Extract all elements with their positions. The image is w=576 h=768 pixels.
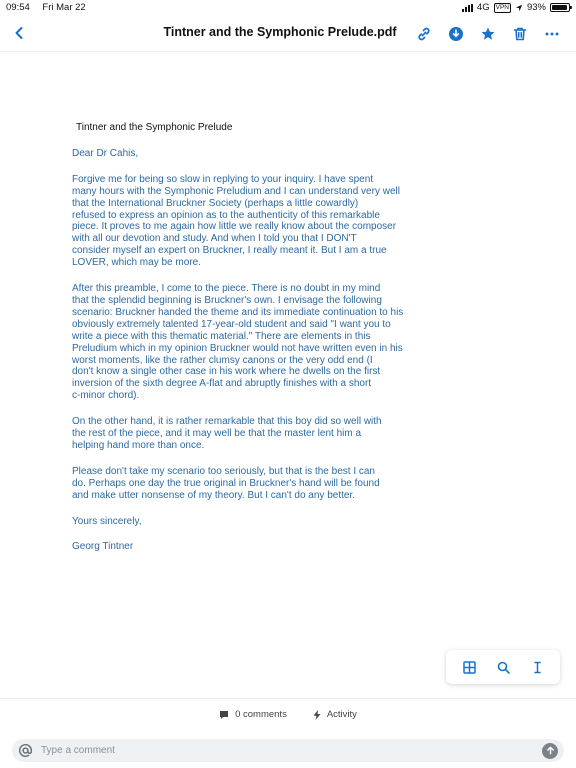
- nav-bar: [0, 16, 576, 52]
- grid-icon: [463, 661, 476, 674]
- vpn-badge: VPN: [495, 3, 509, 11]
- text-cursor-icon: [531, 661, 544, 674]
- status-bar: [0, 0, 576, 16]
- letter-paragraph: Forgive me for being so slow in replying to your inquiry. I have spent many hours with the Symphonic Preludium and I can understand very well that the International Bruckner Society (perhaps a little cowardly) refused to express an opinion as to the authenticity of this remarkable piece. It proves to me again how little we really know about the composer with all our devotion and study. And when I told you that I DON'T consider myself an expert on Bruckner, I really meant it. But I am a true LOVER, which may be more.: [72, 173, 400, 269]
- favorite-button[interactable]: [476, 22, 500, 46]
- lightning-icon: [313, 710, 321, 720]
- download-button[interactable]: [444, 22, 468, 46]
- letter-paragraph: After this preamble, I come to the piece. There is no doubt in my mind that the splendid beginning is Bruckner's own. I envisage the following scenario: Bruckner handed the theme and its immediate continuation to his obviously extremely talented 17-year-old student and said "I want you to write a piece with this thematic material." There are elements in this Preludium which in my opinion Bruckner would not have written even in his worst moments, like the rather clumsy canons or the very odd end (I don't know a single other case in his work where he dwells on the first inversion of the sixth degree A-flat and abruptly finishes with a short c-minor chord).: [72, 283, 404, 402]
- link-icon: [416, 26, 432, 42]
- comments-tab[interactable]: [219, 709, 287, 720]
- trash-icon: [512, 26, 528, 42]
- send-button[interactable]: [542, 743, 558, 759]
- letter-salutation: Dear Dr Cahis,: [72, 147, 139, 159]
- comment-input[interactable]: [41, 745, 542, 756]
- chevron-left-icon: [13, 26, 25, 40]
- footer-tabs: [0, 709, 576, 720]
- letter-closing: Yours sincerely,: [72, 515, 142, 527]
- search-icon: [497, 661, 510, 674]
- comment-composer: [12, 739, 564, 762]
- activity-label: Activity: [326, 709, 357, 720]
- location-arrow-icon: [515, 4, 523, 12]
- text-select-button[interactable]: [525, 655, 549, 679]
- delete-button[interactable]: [508, 22, 532, 46]
- at-sign-icon[interactable]: [18, 743, 33, 758]
- thumbnails-button[interactable]: [457, 655, 481, 679]
- more-icon: [544, 26, 560, 42]
- comments-label: 0 comments: [235, 709, 287, 720]
- star-icon: [480, 26, 496, 42]
- status-date: Fri Mar 22: [42, 2, 86, 13]
- download-icon: [448, 26, 464, 42]
- status-time: 09:54: [6, 2, 30, 13]
- nav-actions: [412, 22, 564, 46]
- pdf-title: Tintner and the Symphonic Prelude: [76, 122, 233, 133]
- letter-signature: Georg Tintner: [72, 541, 134, 553]
- pdf-page-content: [72, 122, 452, 567]
- letter-paragraph: On the other hand, it is rather remarkable that this boy did so well with the rest of the piece, and it may well be that the master lent him a helping hand more than once.: [72, 416, 382, 451]
- activity-tab[interactable]: [313, 709, 357, 720]
- pdf-toolbox: [446, 650, 560, 684]
- search-button[interactable]: [491, 655, 515, 679]
- back-button[interactable]: [8, 22, 30, 44]
- link-button[interactable]: [412, 22, 436, 46]
- letter-paragraph: Please don't take my scenario too seriously, but that is the best I can do. Perhaps one day the true original in Bruckner's hand will be found and make utter nonsense of my theory. But I can't do any better.: [72, 465, 380, 501]
- comment-icon: [219, 710, 229, 720]
- status-left: [6, 2, 96, 13]
- footer: [0, 698, 576, 768]
- pdf-viewer[interactable]: [0, 52, 576, 698]
- arrow-up-icon: [546, 746, 555, 755]
- document-title: Tintner and the Symphonic Prelude.pdf: [163, 25, 397, 39]
- network-label: 4G: [476, 2, 490, 13]
- status-right: [462, 2, 570, 13]
- battery-percent: 93%: [526, 2, 546, 13]
- more-button[interactable]: [540, 22, 564, 46]
- signal-icon: [462, 4, 473, 12]
- battery-icon: [550, 3, 570, 12]
